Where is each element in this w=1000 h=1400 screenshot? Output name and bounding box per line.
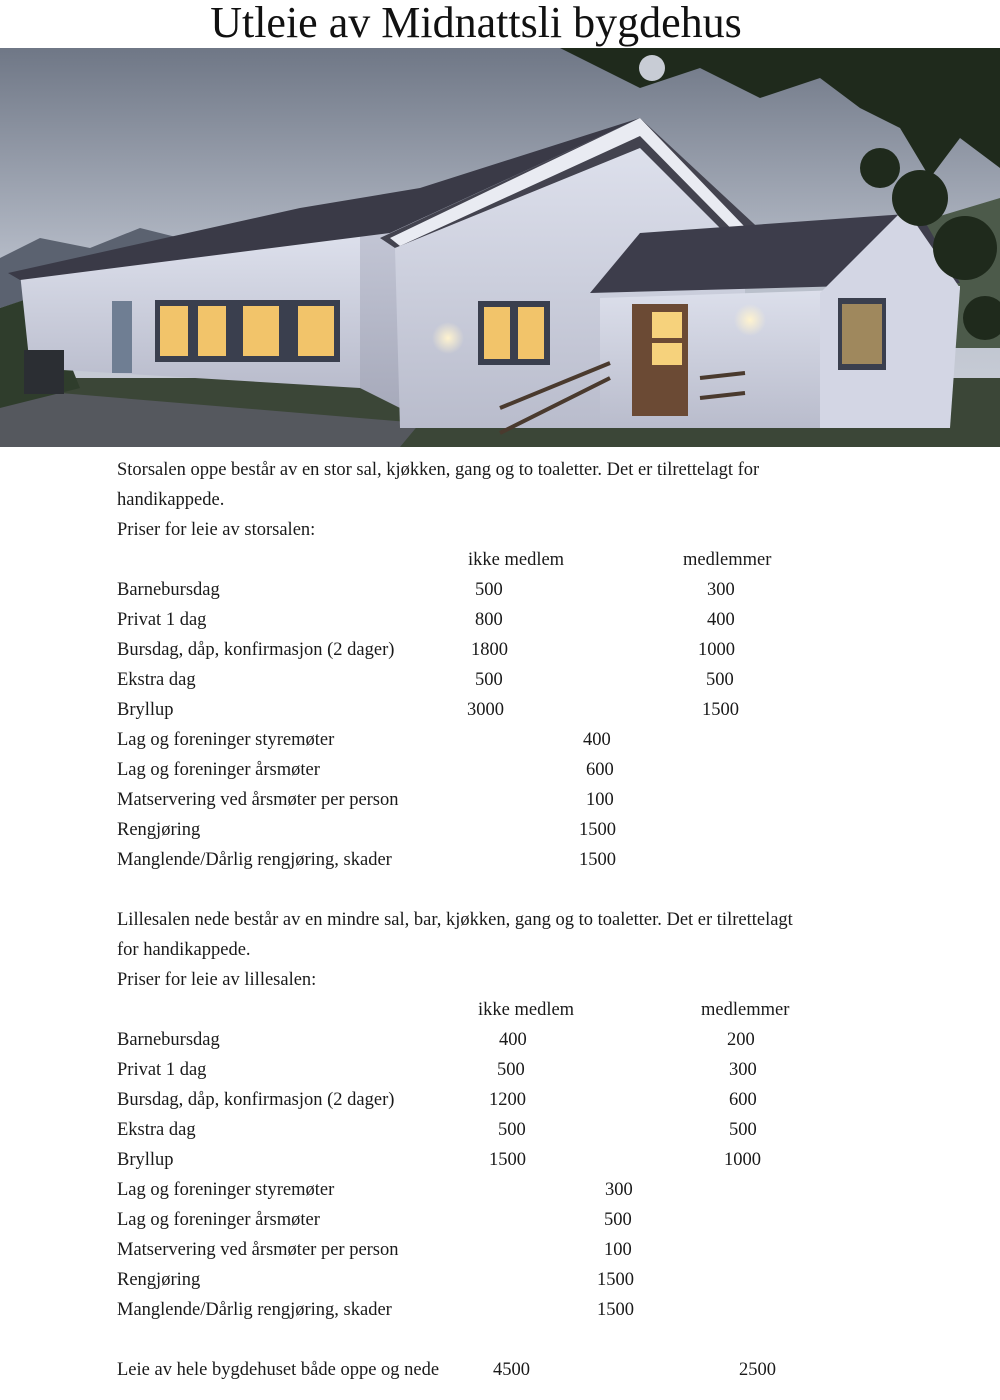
price-non-member: 500 [497, 1060, 525, 1080]
row-label: Ekstra dag [117, 1120, 196, 1140]
lillesalen-intro-line1: Lillesalen nede består av en mindre sal, bar, kjøkken, gang og to toaletter. Det er tilrettelagt [117, 910, 793, 930]
price-single: 100 [604, 1240, 632, 1260]
price-member: 500 [729, 1120, 757, 1140]
row-label: Manglende/Dårlig rengjøring, skader [117, 1300, 392, 1320]
row-label: Lag og foreninger styremøter [117, 730, 335, 750]
row-label: Lag og foreninger årsmøter [117, 760, 320, 780]
price-non-member: 800 [475, 610, 503, 630]
price-member: 300 [729, 1060, 757, 1080]
row-label: Rengjøring [117, 1270, 201, 1290]
price-single: 600 [586, 760, 614, 780]
row-label: Privat 1 dag [117, 1060, 207, 1080]
storsalen-prices-heading: Priser for leie av storsalen: [117, 520, 316, 540]
price-non-member: 500 [498, 1120, 526, 1140]
price-single: 100 [586, 790, 614, 810]
storsalen-col-member: medlemmer [683, 550, 772, 570]
price-non-member: 1200 [489, 1090, 526, 1110]
storsalen-intro-line2: handikappede. [117, 490, 225, 510]
price-member: 600 [729, 1090, 757, 1110]
price-single: 1500 [579, 850, 616, 870]
price-member: 1000 [724, 1150, 761, 1170]
price-non-member: 3000 [467, 700, 504, 720]
price-member: 500 [706, 670, 734, 690]
price-member: 400 [707, 610, 735, 630]
lillesalen-col-member: medlemmer [701, 1000, 790, 1020]
price-member: 200 [727, 1030, 755, 1050]
row-label: Manglende/Dårlig rengjøring, skader [117, 850, 392, 870]
storsalen-intro-line1: Storsalen oppe består av en stor sal, kjøkken, gang og to toaletter. Det er tilrettelagt for [117, 460, 760, 480]
community-house-photo [0, 48, 1000, 447]
lillesalen-col-non-member: ikke medlem [478, 1000, 575, 1020]
lillesalen-intro-line2: for handikappede. [117, 940, 251, 960]
whole-house-label: Leie av hele bygdehuset både oppe og nede [117, 1360, 440, 1380]
row-label: Privat 1 dag [117, 610, 207, 630]
price-non-member: 1500 [489, 1150, 526, 1170]
price-member: 1000 [698, 640, 735, 660]
price-single: 500 [604, 1210, 632, 1230]
row-label: Matservering ved årsmøter per person [117, 1240, 399, 1260]
price-member: 300 [707, 580, 735, 600]
row-label: Bryllup [117, 700, 174, 720]
row-label: Lag og foreninger årsmøter [117, 1210, 320, 1230]
lillesalen-prices-heading: Priser for leie av lillesalen: [117, 970, 317, 990]
row-label: Barnebursdag [117, 1030, 220, 1050]
storsalen-col-non-member: ikke medlem [468, 550, 565, 570]
row-label: Rengjøring [117, 820, 201, 840]
price-member: 1500 [702, 700, 739, 720]
whole-house-price-non-member: 4500 [493, 1360, 530, 1380]
price-single: 1500 [579, 820, 616, 840]
price-single: 1500 [597, 1270, 634, 1290]
price-non-member: 500 [475, 670, 503, 690]
page-title [0, 0, 1000, 49]
price-non-member: 400 [499, 1030, 527, 1050]
hero-image [0, 48, 1000, 447]
price-single: 1500 [597, 1300, 634, 1320]
row-label: Bryllup [117, 1150, 174, 1170]
row-label: Barnebursdag [117, 580, 220, 600]
row-label: Bursdag, dåp, konfirmasjon (2 dager) [117, 1090, 395, 1110]
price-single: 400 [583, 730, 611, 750]
price-non-member: 1800 [471, 640, 508, 660]
row-label: Lag og foreninger styremøter [117, 1180, 335, 1200]
row-label: Bursdag, dåp, konfirmasjon (2 dager) [117, 640, 395, 660]
price-single: 300 [605, 1180, 633, 1200]
whole-house-price-member: 2500 [739, 1360, 776, 1380]
page-title-text: Utleie av Midnattsli bygdehus [210, 0, 742, 47]
price-non-member: 500 [475, 580, 503, 600]
row-label: Ekstra dag [117, 670, 196, 690]
row-label: Matservering ved årsmøter per person [117, 790, 399, 810]
